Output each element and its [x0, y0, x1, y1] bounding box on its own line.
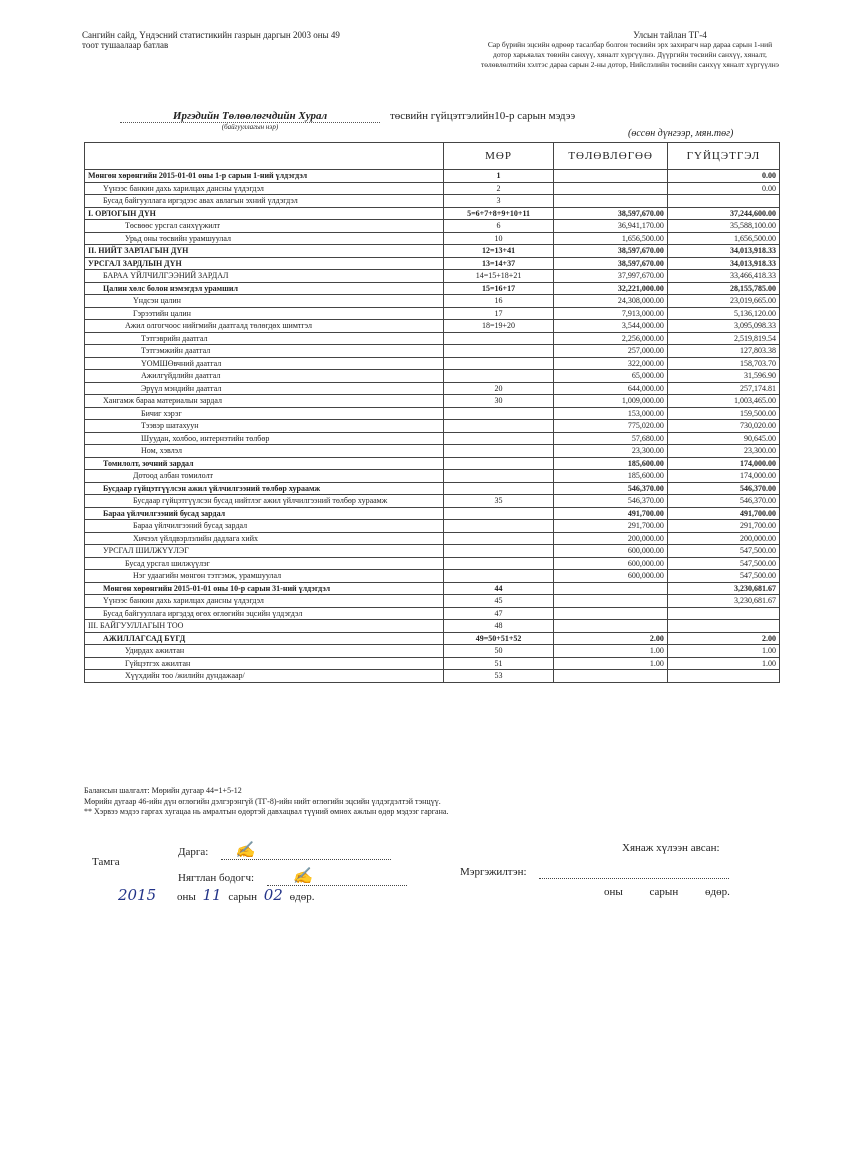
- date-month-suffix: сарын: [228, 891, 257, 903]
- row-number-cell: 20: [443, 382, 554, 395]
- note-line: Мөрийн дугаар 46-ийн дүн өглөгийн дэлгэрэнгүй (ТГ-8)-ийн нийт өглөгийн эцсийн үлдэгдэлтэй тэнцүү.: [84, 796, 441, 806]
- row-number-cell: [443, 345, 554, 358]
- row-name-cell: Эрүүл мэндийн даатгал: [85, 382, 444, 395]
- row-number-cell: 16: [443, 295, 554, 308]
- row-actual-cell: 547,500.00: [667, 545, 779, 558]
- row-plan-cell: 57,680.00: [554, 432, 668, 445]
- row-actual-cell: 730,020.00: [667, 420, 779, 433]
- row-plan-cell: 600,000.00: [554, 557, 668, 570]
- row-number-cell: [443, 545, 554, 558]
- date-year-suffix: оны: [176, 891, 196, 903]
- header-form-block: [480, 30, 780, 70]
- row-actual-cell: 546,370.00: [667, 495, 779, 508]
- row-plan-cell: 2.00: [554, 632, 668, 645]
- row-number-cell: 17: [443, 307, 554, 320]
- table-header-row: [85, 143, 780, 170]
- row-plan-cell: 185,600.00: [554, 457, 668, 470]
- table-row: [85, 582, 780, 595]
- row-name-cell: Бусад байгууллага иргэдээс авах авлагын эхний үлдэгдэл: [85, 195, 444, 208]
- row-name-cell: УРСГАЛ ЗАРДЛЫН ДҮН: [85, 257, 444, 270]
- table-row: [85, 232, 780, 245]
- table-row: [85, 382, 780, 395]
- row-name-cell: АЖИЛЛАГСАД БҮГД: [85, 632, 444, 645]
- table-row: [85, 195, 780, 208]
- row-plan-cell: [554, 182, 668, 195]
- row-number-cell: [443, 470, 554, 483]
- table-row: [85, 470, 780, 483]
- table-row: [85, 257, 780, 270]
- row-name-cell: Ном, хэвлэл: [85, 445, 444, 458]
- date-month: 11: [202, 886, 222, 904]
- row-name-cell: Гүйцэтгэх ажилтан: [85, 657, 444, 670]
- date-day: 02: [263, 886, 283, 904]
- row-name-cell: Мөнгөн хөрөнгийн 2015-01-01 оны 10-р сарын 31-ний үлдэгдэл: [85, 582, 444, 595]
- row-actual-cell: 35,588,100.00: [667, 220, 779, 233]
- row-actual-cell: 3,095,098.33: [667, 320, 779, 333]
- row-plan-cell: 546,370.00: [554, 495, 668, 508]
- row-name-cell: Урьд оны төсвийн урамшуулал: [85, 232, 444, 245]
- row-plan-cell: 1,656,500.00: [554, 232, 668, 245]
- row-number-cell: 13=14+37: [443, 257, 554, 270]
- row-number-cell: [443, 532, 554, 545]
- row-actual-cell: 174,000.00: [667, 470, 779, 483]
- row-name-cell: Томилолт, зочний зардал: [85, 457, 444, 470]
- row-actual-cell: 1,003,465.00: [667, 395, 779, 408]
- row-number-cell: [443, 570, 554, 583]
- row-actual-cell: 3,230,681.67: [667, 582, 779, 595]
- col-row-header: МӨР: [443, 143, 554, 170]
- row-number-cell: 5=6+7+8+9+10+11: [443, 207, 554, 220]
- row-name-cell: Тэтгэврийн даатгал: [85, 332, 444, 345]
- table-row: [85, 507, 780, 520]
- row-plan-cell: [554, 582, 668, 595]
- row-number-cell: 10: [443, 232, 554, 245]
- director-line: [178, 840, 391, 860]
- table-row: [85, 532, 780, 545]
- director-signature: ✍: [221, 840, 391, 860]
- row-name-cell: Үндсэн цалин: [85, 295, 444, 308]
- table-row: [85, 607, 780, 620]
- row-plan-cell: 23,300.00: [554, 445, 668, 458]
- row-name-cell: Гэрээтийн цалин: [85, 307, 444, 320]
- table-row: [85, 570, 780, 583]
- specialist-line: [460, 866, 729, 879]
- row-actual-cell: 28,155,785.00: [667, 282, 779, 295]
- row-plan-cell: 185,600.00: [554, 470, 668, 483]
- col-plan-header: ТӨЛӨВЛӨГӨӨ: [554, 143, 668, 170]
- row-number-cell: [443, 420, 554, 433]
- row-actual-cell: 2,519,819.54: [667, 332, 779, 345]
- table-row: [85, 545, 780, 558]
- row-actual-cell: 127,803.38: [667, 345, 779, 358]
- row-plan-cell: 1,009,000.00: [554, 395, 668, 408]
- table-row: [85, 270, 780, 283]
- col-name-header: [85, 143, 444, 170]
- table-row: [85, 657, 780, 670]
- row-plan-cell: 153,000.00: [554, 407, 668, 420]
- row-number-cell: [443, 370, 554, 383]
- notes: [84, 786, 448, 818]
- row-actual-cell: 547,500.00: [667, 557, 779, 570]
- row-plan-cell: 65,000.00: [554, 370, 668, 383]
- row-actual-cell: [667, 670, 779, 683]
- submission-note: Сар бүрийн эцсийн өдрөөр тасалбар болгон төсвийн эрх захирагч нар дараа сарын 1-ний дотор харьяалах төвийн санхүү, хяналт хүргүүлнэ. Дүүргийн төсвийн санхүү, хяналт, төлөвлөлтийн хэлтэс дараа сарын 2-ны дотор, Нийслэлийн төсвийн санхүү хяналт хүргүүлнэ: [481, 40, 779, 69]
- row-name-cell: Ажил олгогчоос нийгмийн даатгалд төлөгдөх шимтгэл: [85, 320, 444, 333]
- row-name-cell: Үүнээс банкин дахь харилцах дансны үлдэгдэл: [85, 595, 444, 608]
- review-year: оны: [604, 886, 623, 898]
- row-name-cell: УРСГАЛ ШИЛЖҮҮЛЭГ: [85, 545, 444, 558]
- organization-caption: (байгууллагын нэр): [221, 123, 279, 131]
- table-row: [85, 457, 780, 470]
- row-actual-cell: 5,136,120.00: [667, 307, 779, 320]
- review-day: өдөр.: [704, 886, 730, 898]
- row-plan-cell: 7,913,000.00: [554, 307, 668, 320]
- table-row: [85, 245, 780, 258]
- row-plan-cell: [554, 607, 668, 620]
- row-plan-cell: 32,221,000.00: [554, 282, 668, 295]
- row-name-cell: Удирдах ажилтан: [85, 645, 444, 658]
- row-actual-cell: 1,656,500.00: [667, 232, 779, 245]
- row-name-cell: Ажилгүйдлийн даатгал: [85, 370, 444, 383]
- header-approval-note: Сангийн сайд, Үндэсний статистикийн газрын даргын 2003 оны 49 тоот тушаалаар батлав: [82, 30, 340, 50]
- row-number-cell: 48: [443, 620, 554, 633]
- table-row: [85, 557, 780, 570]
- row-plan-cell: 38,597,670.00: [554, 257, 668, 270]
- row-name-cell: БАРАА ҮЙЛЧИЛГЭЭНИЙ ЗАРДАЛ: [85, 270, 444, 283]
- row-number-cell: 51: [443, 657, 554, 670]
- row-actual-cell: 257,174.81: [667, 382, 779, 395]
- row-number-cell: 6: [443, 220, 554, 233]
- row-name-cell: Тээвэр шатахуун: [85, 420, 444, 433]
- row-plan-cell: 257,000.00: [554, 345, 668, 358]
- table-row: [85, 520, 780, 533]
- row-actual-cell: 547,500.00: [667, 570, 779, 583]
- row-plan-cell: 600,000.00: [554, 545, 668, 558]
- row-name-cell: ҮОМШӨвчний даатгал: [85, 357, 444, 370]
- row-name-cell: Тэтгэмжийн даатгал: [85, 345, 444, 358]
- row-name-cell: II. НИЙТ ЗАРЛАГЫН ДҮН: [85, 245, 444, 258]
- table-row: [85, 420, 780, 433]
- row-actual-cell: 37,244,600.00: [667, 207, 779, 220]
- row-actual-cell: 0.00: [667, 170, 779, 183]
- row-name-cell: Хангамж бараа материалын зардал: [85, 395, 444, 408]
- director-label: Дарга:: [178, 846, 209, 858]
- row-plan-cell: [554, 620, 668, 633]
- row-name-cell: Бичиг хэрэг: [85, 407, 444, 420]
- row-plan-cell: 38,597,670.00: [554, 207, 668, 220]
- row-number-cell: 15=16+17: [443, 282, 554, 295]
- row-number-cell: 14=15+18+21: [443, 270, 554, 283]
- table-row: [85, 670, 780, 683]
- row-name-cell: Төсвөөс урсгал санхүүжилт: [85, 220, 444, 233]
- row-number-cell: [443, 557, 554, 570]
- row-actual-cell: 1.00: [667, 657, 779, 670]
- row-actual-cell: [667, 607, 779, 620]
- row-plan-cell: 200,000.00: [554, 532, 668, 545]
- table-row: [85, 407, 780, 420]
- report-title: төсвийн гүйцэтгэлийн10-р сарын мэдээ: [390, 110, 576, 122]
- row-plan-cell: [554, 670, 668, 683]
- row-number-cell: 2: [443, 182, 554, 195]
- stamp-label: Тамга: [92, 856, 120, 868]
- table-row: [85, 332, 780, 345]
- row-actual-cell: 1.00: [667, 645, 779, 658]
- row-plan-cell: 775,020.00: [554, 420, 668, 433]
- row-actual-cell: 23,019,665.00: [667, 295, 779, 308]
- table-row: [85, 170, 780, 183]
- specialist-signature: [539, 866, 729, 879]
- row-name-cell: Бусад урсгал шилжүүлэг: [85, 557, 444, 570]
- row-actual-cell: 31,596.90: [667, 370, 779, 383]
- row-actual-cell: 0.00: [667, 182, 779, 195]
- row-plan-cell: 36,941,170.00: [554, 220, 668, 233]
- row-plan-cell: 1.00: [554, 657, 668, 670]
- row-name-cell: I. ОРЛОГЫН ДҮН: [85, 207, 444, 220]
- row-number-cell: 18=19+20: [443, 320, 554, 333]
- row-actual-cell: [667, 195, 779, 208]
- row-number-cell: [443, 457, 554, 470]
- row-plan-cell: 546,370.00: [554, 482, 668, 495]
- row-plan-cell: 491,700.00: [554, 507, 668, 520]
- reviewed-label: Хянаж хүлээн авсан:: [622, 842, 720, 854]
- row-number-cell: [443, 357, 554, 370]
- row-actual-cell: 23,300.00: [667, 445, 779, 458]
- row-name-cell: Бусад байгууллага иргэдэд өгөх өглөгийн эцсийн үлдэгдэл: [85, 607, 444, 620]
- row-name-cell: Дотоод албан томилолт: [85, 470, 444, 483]
- row-number-cell: [443, 520, 554, 533]
- row-name-cell: Бараа үйлчилгээний бусад зардал: [85, 507, 444, 520]
- row-number-cell: [443, 482, 554, 495]
- table-row: [85, 295, 780, 308]
- row-actual-cell: 3,230,681.67: [667, 595, 779, 608]
- specialist-label: Мэргэжилтэн:: [460, 866, 527, 878]
- table-row: [85, 282, 780, 295]
- row-number-cell: 50: [443, 645, 554, 658]
- table-row: [85, 620, 780, 633]
- row-number-cell: 44: [443, 582, 554, 595]
- table-row: [85, 495, 780, 508]
- accountant-signature: ✍: [267, 866, 407, 886]
- table-row: [85, 370, 780, 383]
- table-row: [85, 395, 780, 408]
- row-plan-cell: 37,997,670.00: [554, 270, 668, 283]
- table-row: [85, 432, 780, 445]
- row-actual-cell: 546,370.00: [667, 482, 779, 495]
- table-row: [85, 320, 780, 333]
- row-name-cell: Нэг удаагийн мөнгөн тэтгэмж, урамшуулал: [85, 570, 444, 583]
- row-plan-cell: 24,308,000.00: [554, 295, 668, 308]
- review-month: сарын: [649, 886, 679, 898]
- row-number-cell: 35: [443, 495, 554, 508]
- table-row: [85, 182, 780, 195]
- row-plan-cell: 3,544,000.00: [554, 320, 668, 333]
- row-number-cell: [443, 445, 554, 458]
- row-actual-cell: 34,013,918.33: [667, 257, 779, 270]
- col-actual-header: ГҮЙЦЭТГЭЛ: [667, 143, 779, 170]
- row-plan-cell: [554, 170, 668, 183]
- row-actual-cell: [667, 620, 779, 633]
- row-name-cell: Шуудан, холбоо, интернэтийн төлбөр: [85, 432, 444, 445]
- table-row: [85, 445, 780, 458]
- date-line: [118, 886, 314, 904]
- review-date-line: [604, 886, 730, 898]
- row-number-cell: 49=50+51+52: [443, 632, 554, 645]
- table-row: [85, 207, 780, 220]
- row-actual-cell: 174,000.00: [667, 457, 779, 470]
- row-actual-cell: 2.00: [667, 632, 779, 645]
- row-name-cell: Хүүхдийн тоо /жилийн дундажаар/: [85, 670, 444, 683]
- row-number-cell: 45: [443, 595, 554, 608]
- row-number-cell: 47: [443, 607, 554, 620]
- unit-label: (өссөн дүнгээр, мян.төг): [628, 128, 734, 139]
- row-plan-cell: 644,000.00: [554, 382, 668, 395]
- table-row: [85, 345, 780, 358]
- row-actual-cell: 158,703.70: [667, 357, 779, 370]
- row-name-cell: Хичээл үйлдвэрлэлийн дадлага хийх: [85, 532, 444, 545]
- row-plan-cell: 291,700.00: [554, 520, 668, 533]
- row-name-cell: Үүнээс банкин дахь харилцах дансны үлдэгдэл: [85, 182, 444, 195]
- row-plan-cell: 322,000.00: [554, 357, 668, 370]
- row-plan-cell: [554, 195, 668, 208]
- row-name-cell: Бараа үйлчилгээний бусад зардал: [85, 520, 444, 533]
- row-plan-cell: 1.00: [554, 645, 668, 658]
- table-row: [85, 357, 780, 370]
- organization-name: Иргэдийн Төлөөлөгчдийн Хурал: [120, 110, 380, 123]
- row-actual-cell: 159,500.00: [667, 407, 779, 420]
- row-number-cell: 1: [443, 170, 554, 183]
- row-name-cell: III. БАЙГУУЛЛАГЫН ТОО: [85, 620, 444, 633]
- row-plan-cell: 38,597,670.00: [554, 245, 668, 258]
- row-number-cell: 12=13+41: [443, 245, 554, 258]
- row-actual-cell: 33,466,418.33: [667, 270, 779, 283]
- table-row: [85, 482, 780, 495]
- row-actual-cell: 291,700.00: [667, 520, 779, 533]
- row-actual-cell: 34,013,918.33: [667, 245, 779, 258]
- row-actual-cell: 200,000.00: [667, 532, 779, 545]
- row-plan-cell: [554, 595, 668, 608]
- row-number-cell: 30: [443, 395, 554, 408]
- row-name-cell: Цалин хөлс болон нэмэгдэл урамшил: [85, 282, 444, 295]
- row-number-cell: [443, 407, 554, 420]
- row-plan-cell: 600,000.00: [554, 570, 668, 583]
- budget-table: [84, 142, 780, 683]
- row-number-cell: [443, 432, 554, 445]
- accountant-label: Нягтлан бодогч:: [178, 872, 255, 884]
- note-line: ** Хэрвээ мэдээ гаргах хугацаа нь амралтын өдөртэй давхацвал түүний өмнөх ажлын өдөр мэдээг гаргана.: [84, 807, 449, 816]
- row-number-cell: 3: [443, 195, 554, 208]
- date-year: 2015: [118, 886, 157, 904]
- row-actual-cell: 90,645.00: [667, 432, 779, 445]
- note-line: Балансын шалгалт: Мөрийн дугаар 44=1+5-12: [84, 786, 242, 795]
- row-actual-cell: 491,700.00: [667, 507, 779, 520]
- form-title: Улсын тайлан ТГ-4: [633, 30, 707, 40]
- table-row: [85, 307, 780, 320]
- row-name-cell: Бусдаар гүйцэтгүүлсэн бусад нийтлэг ажил үйлчилгээний төлбөр хураамж: [85, 495, 444, 508]
- table-row: [85, 632, 780, 645]
- date-day-suffix: өдөр.: [289, 891, 315, 903]
- accountant-line: [178, 866, 407, 886]
- row-number-cell: [443, 332, 554, 345]
- table-row: [85, 645, 780, 658]
- table-row: [85, 595, 780, 608]
- table-row: [85, 220, 780, 233]
- row-name-cell: Бусдаар гүйцэтгүүлсэн ажил үйлчилгээний төлбөр хураамж: [85, 482, 444, 495]
- row-number-cell: 53: [443, 670, 554, 683]
- row-number-cell: [443, 507, 554, 520]
- row-name-cell: Мөнгөн хөрөнгийн 2015-01-01 оны 1-р сарын 1-ний үлдэгдэл: [85, 170, 444, 183]
- row-plan-cell: 2,256,000.00: [554, 332, 668, 345]
